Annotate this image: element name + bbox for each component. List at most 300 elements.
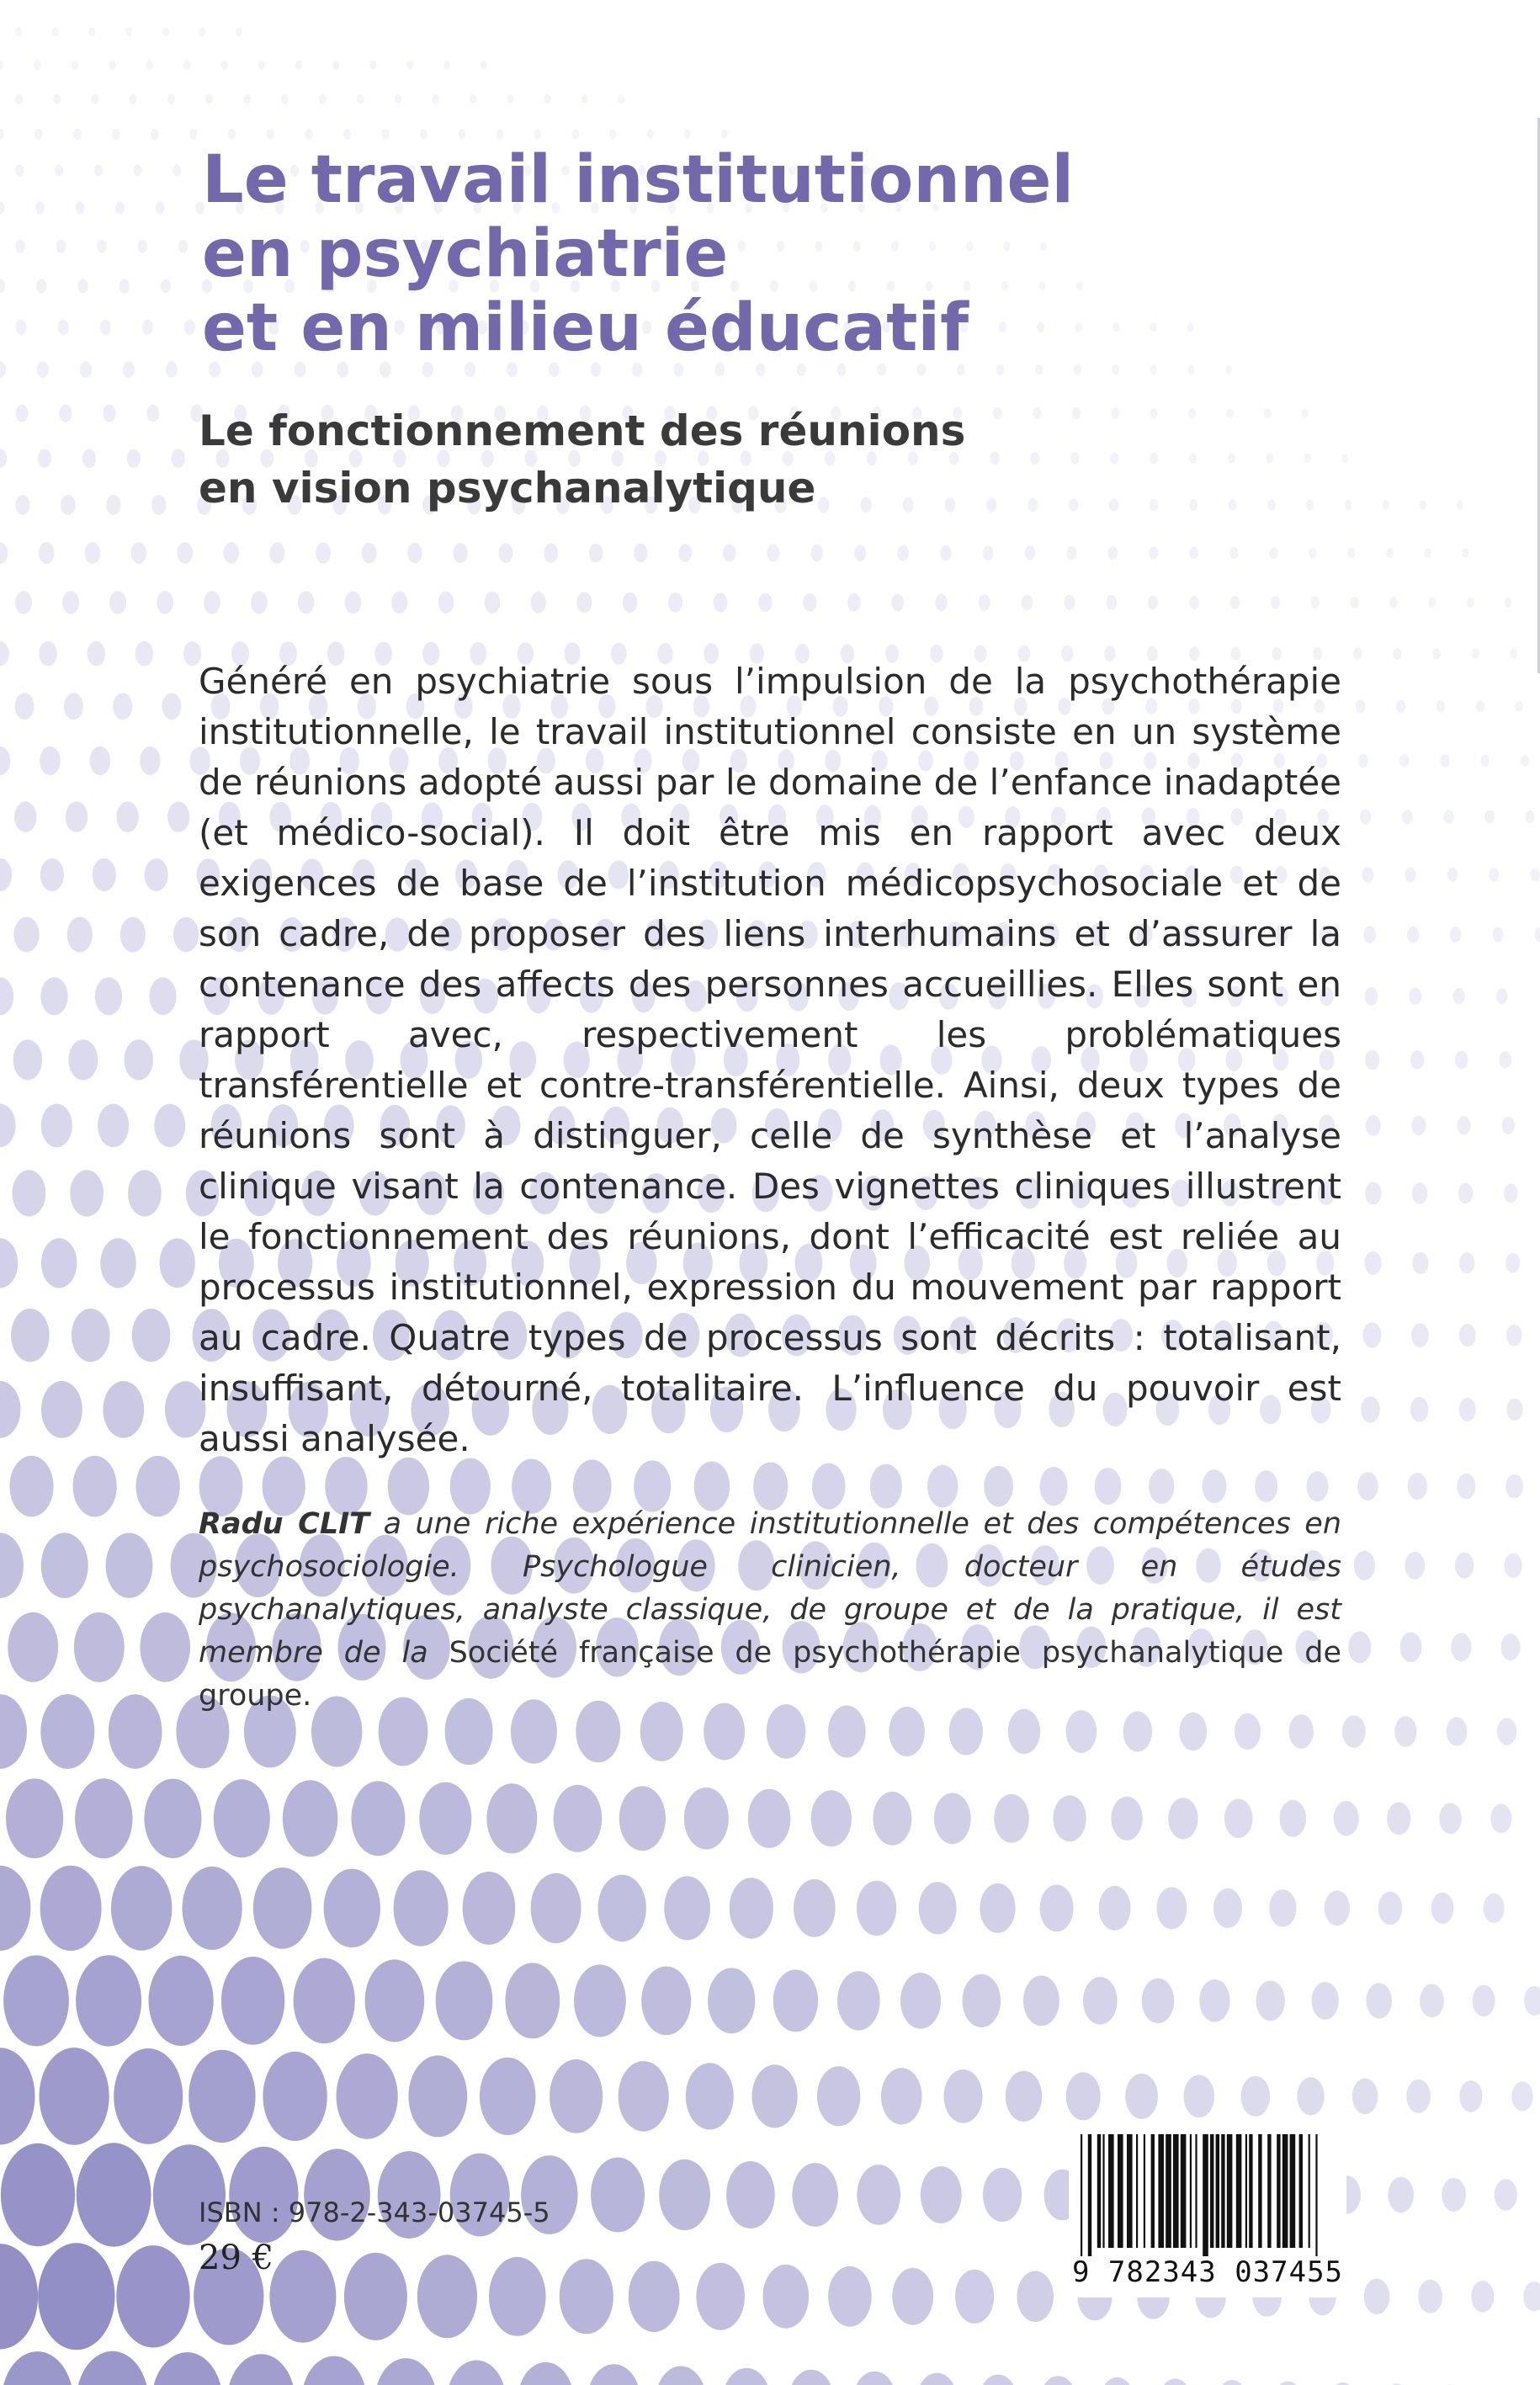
dot — [76, 201, 85, 214]
dot — [0, 746, 10, 775]
dot — [94, 165, 103, 177]
dot — [432, 94, 438, 104]
dot — [145, 858, 168, 891]
dot — [407, 543, 422, 563]
dot — [1420, 500, 1426, 509]
dot — [726, 2161, 775, 2228]
dot — [109, 1694, 162, 1768]
dot — [497, 129, 504, 139]
dot — [763, 2265, 810, 2329]
dot — [1342, 1715, 1366, 1748]
dot — [773, 1969, 818, 2032]
dot — [204, 591, 220, 614]
dot — [1399, 754, 1409, 768]
dot — [1458, 1183, 1474, 1203]
dot — [34, 60, 40, 70]
title-line-2: en psychiatrie — [202, 216, 729, 292]
dot — [857, 1881, 896, 1936]
dot — [160, 1239, 195, 1288]
dot — [362, 543, 377, 564]
dot — [507, 94, 513, 104]
dot — [1311, 597, 1320, 609]
dot — [983, 2168, 1022, 2222]
dot — [199, 28, 206, 37]
dot — [0, 129, 4, 140]
dot — [13, 1170, 46, 1216]
dot — [77, 2143, 151, 2246]
dot — [1199, 1979, 1229, 2022]
dot — [374, 2358, 437, 2385]
dot — [281, 94, 289, 104]
dot — [480, 2058, 536, 2135]
dot — [1217, 2380, 1248, 2385]
dot — [897, 545, 909, 561]
dot — [955, 2270, 994, 2324]
dot — [873, 1792, 911, 1846]
dot — [1493, 927, 1504, 943]
dot — [36, 279, 46, 293]
dot — [72, 1309, 110, 1362]
dot — [1409, 987, 1421, 1005]
barcode-bar — [1144, 2134, 1145, 2248]
dot — [97, 240, 107, 253]
dot — [324, 1869, 380, 1948]
dot — [0, 641, 9, 667]
dot — [1203, 1469, 1227, 1503]
dot — [1040, 2376, 1077, 2385]
dot — [11, 1309, 50, 1362]
dot — [1472, 648, 1479, 659]
dot — [123, 361, 135, 378]
dot — [1406, 2080, 1431, 2113]
dot — [1441, 754, 1450, 767]
dot — [983, 545, 994, 560]
dot — [263, 2052, 327, 2141]
dot — [979, 2375, 1017, 2385]
dot — [35, 201, 45, 214]
dot — [167, 94, 175, 104]
dot — [1184, 2075, 1215, 2118]
dot — [35, 129, 43, 140]
barcode-bar — [1136, 2134, 1138, 2248]
dot — [0, 1532, 24, 1598]
dot — [38, 449, 51, 468]
dot — [1412, 1182, 1427, 1204]
dot — [1467, 598, 1474, 608]
dot — [357, 94, 364, 104]
dot — [891, 593, 904, 611]
dot — [72, 60, 78, 70]
dot — [1230, 596, 1240, 609]
dot — [1450, 927, 1462, 943]
dot — [419, 1782, 471, 1855]
dot — [236, 28, 242, 37]
dot — [68, 1039, 98, 1080]
dot — [173, 917, 199, 953]
dot — [1524, 1986, 1540, 2016]
dot — [629, 2261, 680, 2332]
dot — [1125, 2074, 1158, 2119]
dot — [1095, 1468, 1122, 1505]
dot — [574, 1964, 626, 2037]
barcode-bar — [1181, 2134, 1187, 2248]
dot — [1400, 1632, 1422, 1662]
dot — [67, 917, 93, 953]
dot — [1256, 1981, 1285, 2021]
dot — [1394, 648, 1402, 660]
dot — [251, 591, 268, 614]
dot — [1023, 1976, 1059, 2026]
dot — [224, 542, 239, 564]
dot — [963, 1974, 1001, 2027]
dot — [146, 405, 159, 422]
barcode-bar — [1195, 2134, 1197, 2248]
barcode-bar — [1118, 2134, 1123, 2248]
dot — [767, 544, 779, 562]
dot — [723, 544, 735, 561]
dot — [220, 60, 227, 70]
dot — [1351, 597, 1359, 608]
dot — [714, 592, 728, 612]
dot — [1306, 500, 1314, 511]
dot — [1360, 810, 1371, 825]
author-bio-text: a une riche expérience institutionnelle et des compétences en psychosociologie. Psychologue clinicien, docteur en études psychanalytiques, analyste classique, de groupe et de la pratique, il est membre de la — [199, 1507, 1341, 1670]
dot — [345, 592, 361, 614]
dot — [1506, 1399, 1522, 1421]
dot — [1025, 545, 1036, 560]
dot — [319, 94, 327, 104]
barcode-bar — [1290, 2134, 1296, 2248]
dot — [919, 1882, 957, 1934]
dot — [1447, 868, 1458, 882]
dot — [1436, 700, 1446, 713]
dot — [1159, 2379, 1192, 2385]
dot — [994, 1794, 1029, 1843]
dot — [140, 1612, 190, 1682]
dot — [870, 1464, 902, 1509]
dot — [6, 1778, 63, 1858]
dot — [1053, 1795, 1086, 1841]
dot — [463, 1872, 516, 1945]
dot — [156, 201, 165, 214]
dot — [269, 2250, 336, 2343]
dot — [109, 60, 115, 70]
dot — [505, 1963, 560, 2038]
dot — [900, 1973, 941, 2029]
dot — [294, 1958, 355, 2044]
dot — [576, 592, 592, 614]
dot — [1289, 1714, 1314, 1749]
dot — [1505, 1253, 1520, 1273]
barcode-bar — [1282, 2134, 1288, 2248]
dot — [1280, 1800, 1307, 1837]
dot — [752, 2064, 798, 2127]
dot — [609, 130, 616, 140]
dot — [1366, 1983, 1392, 2018]
dot — [1111, 1797, 1142, 1841]
dot — [40, 1694, 94, 1769]
dot — [1476, 700, 1484, 712]
dot — [1457, 501, 1463, 510]
dot — [598, 1875, 646, 1942]
dot — [408, 2055, 467, 2137]
barcode-bar — [1216, 2134, 1219, 2248]
dot — [151, 129, 158, 140]
dot — [0, 201, 4, 214]
dot — [1383, 500, 1389, 510]
dot — [587, 2364, 641, 2385]
dot — [531, 592, 546, 613]
dot — [723, 2368, 771, 2385]
dot — [111, 1866, 172, 1951]
dot — [166, 361, 178, 378]
dot — [708, 1968, 755, 2033]
dot — [1083, 1977, 1118, 2025]
dot — [80, 361, 92, 378]
barcode-bar — [1309, 2134, 1310, 2248]
dot — [178, 240, 189, 253]
dot — [114, 2048, 183, 2144]
dot — [1365, 1251, 1382, 1275]
barcode-bar — [1190, 2134, 1192, 2248]
dot — [979, 594, 990, 611]
dot — [82, 449, 96, 468]
dot — [154, 1104, 185, 1147]
dot — [1431, 1893, 1454, 1924]
dot — [1066, 2072, 1101, 2120]
barcode-bar — [1221, 2134, 1224, 2248]
dot — [3, 1955, 69, 2046]
dot — [1481, 755, 1490, 768]
author-bio — [199, 1503, 1341, 1718]
dot — [1408, 1473, 1427, 1500]
dot — [0, 1381, 20, 1438]
dot — [554, 1785, 603, 1852]
dot — [485, 592, 501, 614]
dot — [1362, 867, 1373, 883]
dot — [560, 2259, 613, 2334]
dot — [571, 130, 578, 140]
dot — [1453, 988, 1465, 1005]
barcode-bar — [1236, 2134, 1242, 2248]
dot — [142, 320, 153, 335]
dot — [130, 94, 137, 104]
barcode-bar — [1203, 2134, 1208, 2256]
dot — [1506, 1325, 1522, 1347]
dot — [40, 977, 67, 1015]
dot — [684, 1787, 729, 1850]
dot — [589, 544, 603, 563]
barcode — [1069, 2129, 1346, 2297]
dot — [1099, 1886, 1131, 1931]
dot — [1113, 364, 1120, 374]
dot — [619, 2061, 669, 2132]
dot — [828, 2266, 872, 2327]
barcode-bar — [1158, 2134, 1164, 2248]
dot — [0, 60, 3, 70]
dot — [0, 279, 5, 293]
dot — [394, 1870, 449, 1946]
book-summary: Généré en psychiatrie sous l’impulsion de la psychothérapie institutionnelle, le travail institutionnel consiste en un système de réunions adopté aussi par le domaine de l’enfance inadaptée (et médico-social). Il doit être mis en rapport avec deux exigences de base de l’institution médicopsychosociale et de son cadre, de proposer des liens interhumains et d’assurer la contenance des affects des personnes accueillies. Elles sont en rapport avec, respectivement les problématiques transférentielle et contre-transférentielle. Ainsi, deux types de réunions sont à distinguer, celle de synthèse et l’analyse clinique visant la contenance. Des vignettes cliniques illustrent le fonctionnement des réunions, dont l’efficacité est reliée au processus institutionnel, expression du mouvement par rapport au cadre. Quatre types de processus sont décrits : totalisant, insuffisant, détourné, totalitaire. L’influence du pouvoir est aussi analysée. — [199, 661, 1341, 1459]
dot — [668, 592, 682, 613]
dot — [316, 543, 331, 564]
dot — [935, 594, 948, 611]
dot — [343, 129, 351, 140]
dot — [1307, 1471, 1329, 1501]
dot — [40, 1866, 102, 1951]
dot — [1418, 2280, 1442, 2313]
dot — [550, 2059, 603, 2133]
dot — [138, 240, 148, 253]
dot — [1040, 1885, 1074, 1932]
dot — [1402, 810, 1413, 824]
dot — [1505, 1554, 1522, 1578]
dot — [52, 28, 59, 37]
dot — [678, 544, 692, 562]
dot — [0, 449, 7, 468]
dot — [1074, 364, 1081, 375]
dot — [1148, 595, 1158, 609]
book-title — [202, 143, 1380, 365]
dot — [205, 94, 213, 104]
dot — [1225, 365, 1232, 374]
dot — [980, 1883, 1015, 1933]
title-line-3: et en milieu éducatif — [202, 290, 969, 366]
dot — [173, 165, 181, 177]
dot — [1439, 1803, 1462, 1834]
dot — [534, 129, 542, 139]
dot — [37, 361, 49, 378]
barcode-bar — [1210, 2134, 1213, 2248]
dot — [1188, 365, 1195, 374]
dot — [1309, 547, 1317, 558]
dot — [853, 2372, 897, 2385]
dot — [369, 61, 376, 70]
dot — [1387, 1802, 1410, 1835]
dot — [151, 2352, 222, 2385]
dot — [40, 2048, 109, 2145]
dot — [39, 542, 55, 564]
dot — [1411, 1323, 1429, 1347]
dot — [1389, 597, 1398, 608]
dot — [227, 2354, 295, 2385]
dot — [228, 129, 236, 140]
dot — [881, 2068, 922, 2124]
dot — [0, 1104, 16, 1148]
dot — [98, 1104, 129, 1148]
dot — [243, 94, 251, 104]
dot — [1100, 2377, 1134, 2385]
dot — [162, 28, 169, 37]
barcode-bar — [1166, 2134, 1171, 2248]
dot — [443, 61, 450, 70]
dot — [1496, 988, 1507, 1004]
barcode-bar — [1102, 2134, 1104, 2248]
dot — [984, 1466, 1013, 1506]
price: 29 € — [199, 2239, 274, 2277]
dot — [453, 543, 467, 563]
dot — [1269, 1889, 1296, 1927]
dot — [531, 1873, 581, 1943]
barcode-bar — [1173, 2134, 1179, 2248]
dot — [1444, 810, 1454, 824]
barcode-bar — [1227, 2134, 1233, 2248]
dot — [382, 129, 390, 140]
dot — [1378, 1892, 1403, 1926]
society-name: Société française de psychothérapie psychanalytique de groupe. — [199, 1636, 1341, 1713]
barcode-bar — [1258, 2134, 1261, 2248]
dot — [1017, 2271, 1054, 2323]
dot — [789, 2370, 834, 2385]
dot — [15, 165, 24, 177]
dot — [41, 1104, 72, 1148]
dot — [854, 544, 866, 561]
dot — [1064, 595, 1075, 610]
book-subtitle — [199, 402, 1293, 517]
barcode-bar — [1108, 2134, 1114, 2248]
dot — [15, 240, 25, 253]
dot — [135, 641, 153, 667]
dot — [77, 279, 88, 293]
dot — [8, 1612, 58, 1682]
dot — [1334, 1801, 1359, 1836]
dot — [1241, 2076, 1271, 2117]
barcode-bar — [1249, 2134, 1252, 2248]
dot — [940, 545, 951, 561]
dot — [1504, 1183, 1518, 1203]
barcode-bar — [1151, 2134, 1155, 2248]
dot — [1396, 700, 1405, 713]
dot — [344, 2253, 407, 2340]
dot — [1356, 699, 1366, 713]
dot — [221, 1957, 284, 2045]
dot — [88, 28, 95, 37]
dot — [85, 542, 101, 564]
dot — [792, 2163, 838, 2227]
dot — [1501, 1633, 1521, 1660]
dot — [1516, 701, 1524, 712]
dot — [56, 240, 66, 253]
dot — [1357, 1472, 1378, 1501]
dot — [365, 1959, 425, 2042]
dot — [664, 1876, 710, 1940]
dot — [151, 495, 166, 515]
barcode-bar — [1245, 2134, 1247, 2248]
dot — [295, 61, 302, 70]
dot — [1497, 1718, 1516, 1745]
dot — [1455, 1553, 1474, 1579]
dot — [351, 1781, 405, 1856]
dot — [1149, 546, 1158, 560]
dot — [127, 449, 141, 468]
dot — [1229, 547, 1238, 559]
dot — [40, 858, 64, 891]
dot — [1505, 1474, 1523, 1499]
dot — [730, 1878, 773, 1938]
dot — [146, 60, 153, 70]
dot — [794, 1879, 836, 1937]
dot — [1006, 2071, 1042, 2122]
dot — [686, 2063, 734, 2129]
dot — [837, 1971, 880, 2030]
dot — [458, 129, 465, 139]
dot — [1348, 1631, 1371, 1663]
dot — [1462, 549, 1468, 558]
dot — [1150, 364, 1158, 374]
dot — [14, 801, 36, 832]
dot — [2, 2351, 73, 2385]
dot — [684, 130, 691, 139]
